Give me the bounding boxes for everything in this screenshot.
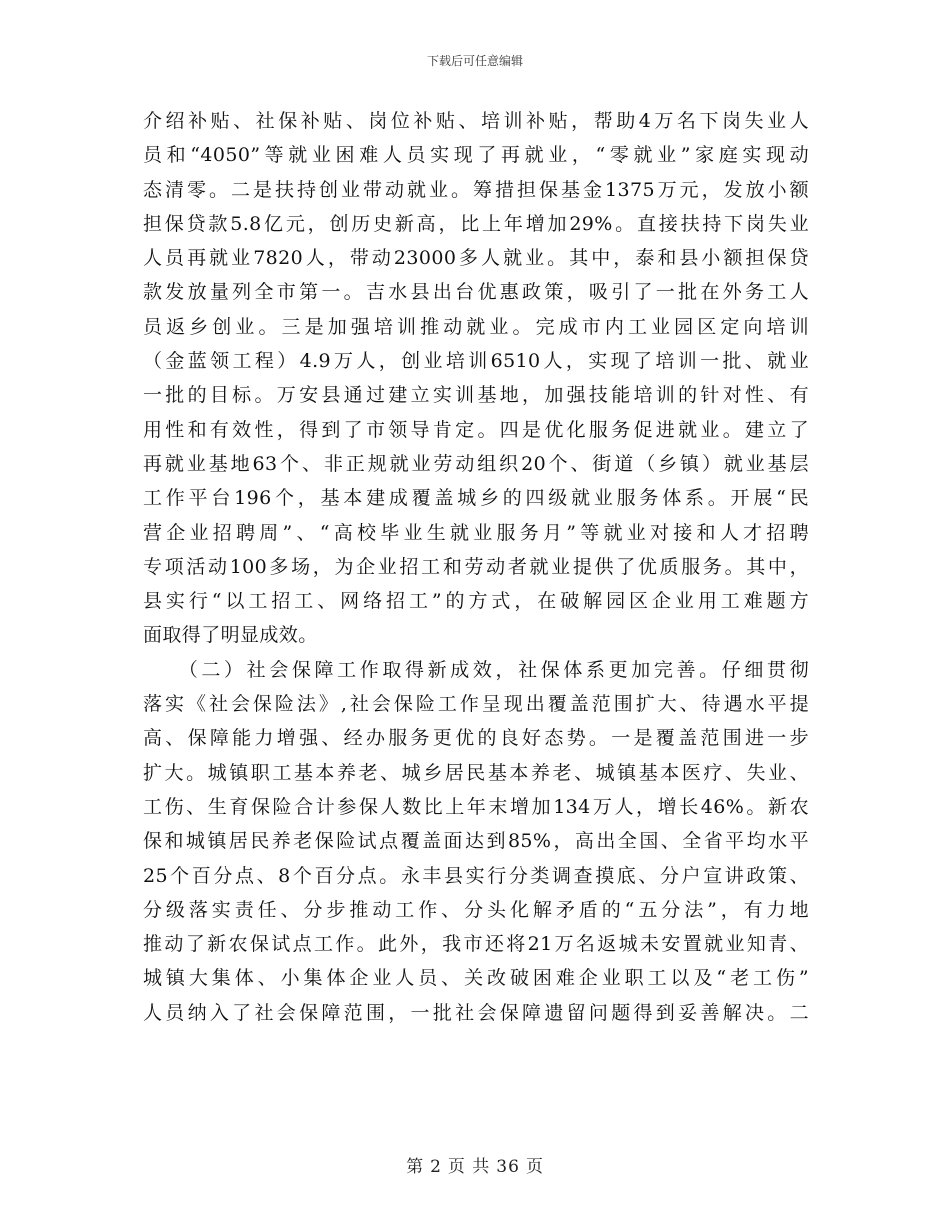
text-line: 工作平台196个，基本建成覆盖城乡的四级就业服务体系。开展“民 [143,487,809,510]
text-line: 员返乡创业。三是加强培训推动就业。完成市内工业园区定向培训 [143,315,809,338]
text-line: 再就业基地63个、非正规就业劳动组织20个、街道（乡镇）就业基层 [143,452,809,475]
text-line: 款发放量列全市第一。吉水县出台优惠政策，吸引了一批在外务工人 [143,281,809,304]
text-line: 一批的目标。万安县通过建立实训基地，加强技能培训的针对性、有 [143,384,809,407]
page-footer [0,1156,950,1178]
text-line: 分级落实责任、分步推动工作、分头化解矛盾的“五分法”，有力地 [143,898,809,921]
text-line: 介绍补贴、社保补贴、岗位补贴、培训补贴，帮助4万名下岗失业人 [143,110,809,132]
text-line: （二）社会保障工作取得新成效，社保体系更加完善。仔细贯彻 [143,658,809,681]
text-line: 营企业招聘周”、“高校毕业生就业服务月”等就业对接和人才招聘 [143,521,809,544]
text-line: 推动了新农保试点工作。此外，我市还将21万名返城未安置就业知青、 [143,933,809,956]
page-header-note: 下载后可任意编辑 [426,54,523,68]
page-number: 2 [430,1157,442,1177]
page-mid: 页 共 [447,1157,491,1177]
text-line: 工伤、生育保险合计参保人数比上年末增加134万人，增长46%。新农 [143,795,809,818]
text-line: 落实《社会保险法》,社会保险工作呈现出覆盖范围扩大、待遇水平提 [143,693,809,716]
document-body [143,104,809,1030]
page-suffix: 页 [525,1157,544,1177]
text-line: 员和“4050”等就业困难人员实现了再就业，“零就业”家庭实现动 [143,144,809,167]
page-total: 36 [496,1157,520,1177]
text-line: 县实行“以工招工、网络招工”的方式，在破解园区企业用工难题方 [143,590,809,613]
text-line: 城镇大集体、小集体企业人员、关改破困难企业职工以及“老工伤” [143,967,809,990]
text-line: 态清零。二是扶持创业带动就业。筹措担保基金1375万元，发放小额 [143,178,809,201]
text-line: 25个百分点、8个百分点。永丰县实行分类调查摸底、分户宣讲政策、 [143,864,809,887]
text-line: 面取得了明显成效。 [143,624,318,647]
text-line: 扩大。城镇职工基本养老、城乡居民基本养老、城镇基本医疗、失业、 [143,761,809,784]
text-line: （金蓝领工程）4.9万人，创业培训6510人，实现了培训一批、就业 [143,350,809,373]
text-line: 用性和有效性，得到了市领导肯定。四是优化服务促进就业。建立了 [143,418,809,441]
text-line: 担保贷款5.8亿元，创历史新高，比上年增加29%。直接扶持下岗失业 [143,212,809,235]
page-prefix: 第 [406,1157,425,1177]
text-line: 高、保障能力增强、经办服务更优的良好态势。一是覆盖范围进一步 [143,727,809,750]
text-line: 专项活动100多场，为企业招工和劳动者就业提供了优质服务。其中， [143,555,809,578]
text-line: 人员再就业7820人，带动23000多人就业。其中，泰和县小额担保贷 [143,247,809,270]
text-line: 保和城镇居民养老保险试点覆盖面达到85%，高出全国、全省平均水平 [143,830,809,853]
text-line: 人员纳入了社会保障范围，一批社会保障遗留问题得到妥善解决。二 [143,1001,809,1024]
